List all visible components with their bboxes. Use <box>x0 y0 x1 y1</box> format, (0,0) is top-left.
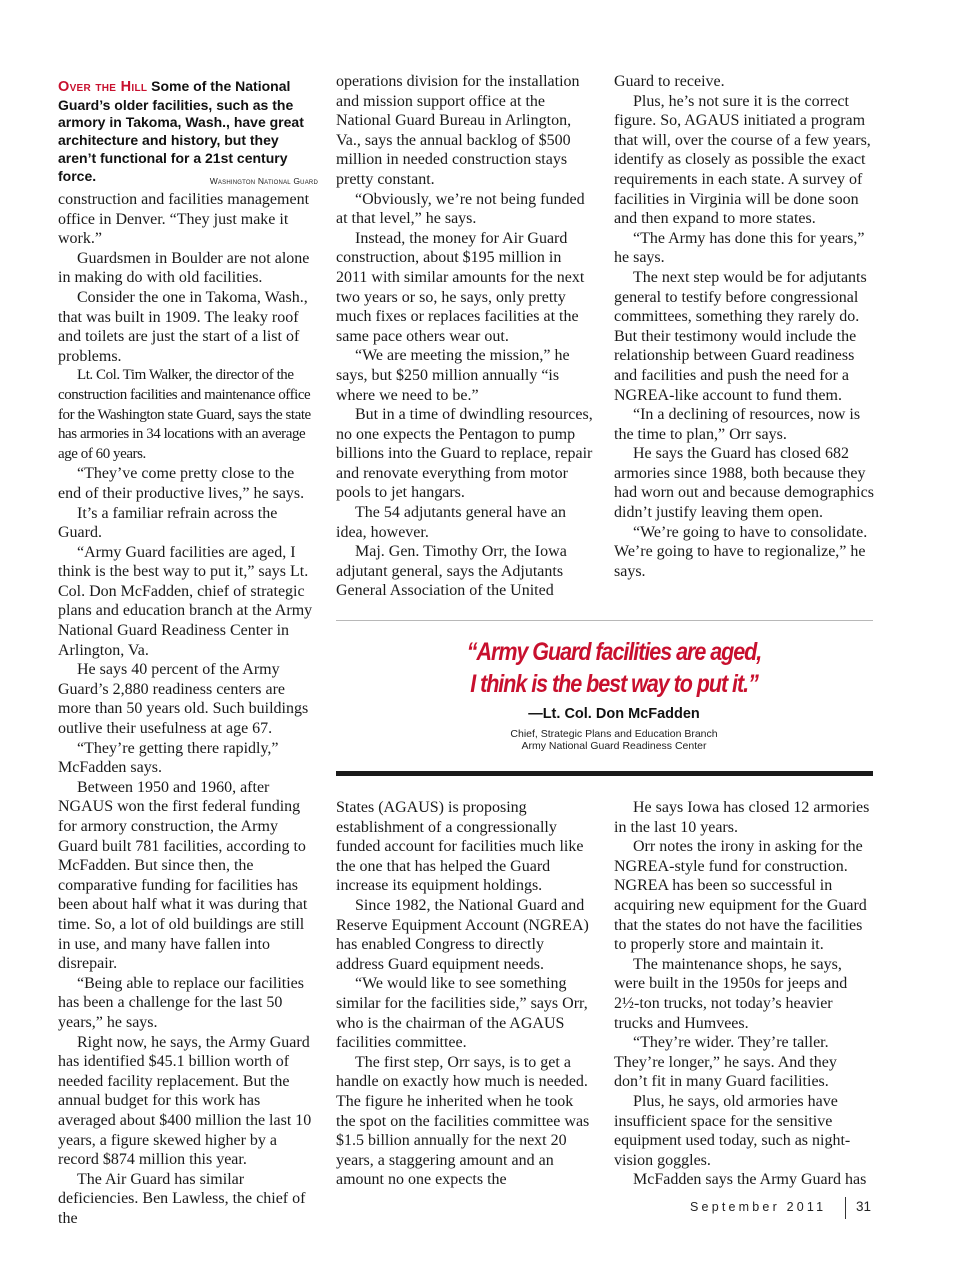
paragraph: The first step, Orr says, is to get a handle on exactly how much is needed. The figure he inherited when he took the spot on the facilities committee was $1.5 billion annually for the next 20 years, a staggering amount and an amount no one expects the <box>336 1053 590 1189</box>
paragraph: The next step would be for adjutants general to testify before congressional committees, something they rarely do. But their testimony would include the relationship between Guard readiness and facilities and push the need for a NGREA-like account to fund them. <box>614 268 867 404</box>
paragraph: He says Iowa has closed 12 armories in the last 10 years. <box>614 799 870 836</box>
paragraph: Plus, he’s not sure it is the correct figure. So, AGAUS initiated a program that will, over the course of a few years, identify as closely as possible the exact requirements in each state. A survey of facilities in Virginia will be done soon and then expand to more states. <box>614 92 871 228</box>
page-number: 31 <box>856 1199 872 1214</box>
pull-quote <box>336 636 892 752</box>
speaker-title-line: Chief, Strategic Plans and Education Branch <box>510 728 718 740</box>
paragraph: Consider the one in Takoma, Wash., that was built in 1909. The leaky roof and toilets are just the start of a list of problems. <box>58 288 308 365</box>
article-column-2 <box>336 72 594 601</box>
article-column-3 <box>614 72 874 581</box>
paragraph: Between 1950 and 1960, after NGAUS won the first federal funding for armory construction, the Army Guard built 781 facilities, according to McFadden. But since then, the comparative funding for facilities has been about half what it was during that time. So, a lot of old buildings are still in use, and many have fallen into disrepair. <box>58 778 308 973</box>
pull-quote-line: “Army Guard facilities are aged, <box>466 638 762 666</box>
paragraph: “Obviously, we’re not being funded at that level,” he says. <box>336 190 585 228</box>
paragraph: Lt. Col. Tim Walker, the director of the construction facilities and maintenance office for the Washington state Guard, says the state has armories in 34 locations with an average age of 60 years. <box>58 367 311 462</box>
paragraph: The Air Guard has similar deficiencies. Ben Lawless, the chief of the <box>58 1170 306 1227</box>
photo-caption <box>58 78 318 190</box>
paragraph: operations division for the installation and mission support office at the National Guard Bureau in Arlington, Va., says the annual backlog of $500 million in needed construction stays pretty constant. <box>336 73 580 188</box>
footer-divider <box>845 1197 846 1219</box>
paragraph: The 54 adjutants general have an idea, however. <box>336 504 567 541</box>
paragraph: McFadden says the Army Guard has <box>633 1171 867 1189</box>
paragraph: “They’ve come pretty close to the end of their productive lives,” he says. <box>58 465 305 502</box>
paragraph: construction and facilities management office in Denver. “They just make it work.” <box>58 191 310 248</box>
paragraph: “They’re getting there rapidly,” McFadden says. <box>58 739 279 777</box>
speaker-title-line: Army National Guard Readiness Center <box>521 740 707 752</box>
article-column-1 <box>58 190 320 1228</box>
paragraph: Orr notes the irony in asking for the NGREA-style fund for construction. NGREA has been so successful in acquiring new equipment for the Guard that the states do not have the facilities to properly store and maintain it. <box>614 838 867 954</box>
paragraph: “Being able to replace our facilities has been a challenge for the last 50 years,” he says. <box>58 974 305 1031</box>
paragraph: Maj. Gen. Timothy Orr, the Iowa adjutant general, says the Adjutants General Association of the United <box>336 543 567 600</box>
paragraph: “The Army has done this for years,” he says. <box>614 229 865 267</box>
paragraph: Guardsmen in Boulder are not alone in making do with old facilities. <box>58 249 310 287</box>
caption-kicker: Over the Hill <box>58 79 148 95</box>
pull-quote-line: I think is the best way to put it.” <box>470 670 758 698</box>
pullquote-bottom-rule <box>336 771 873 776</box>
pull-quote-text <box>375 636 853 700</box>
paragraph: States (AGAUS) is proposing establishment of a congressionally funded account for facilities much like the one that has helped the Guard increase its equipment holdings. <box>336 799 584 895</box>
paragraph: The maintenance shops, he says, were built in the 1950s for jeeps and 2½-ton trucks, not today’s heavier trucks and Humvees. <box>614 955 848 1032</box>
paragraph: “We would like to see something similar for the facilities side,” says Orr, who is the chairman of the AGAUS facilities committee. <box>336 975 588 1052</box>
paragraph: He says 40 percent of the Army Guard’s 2,880 readiness centers are more than 50 years old. Such buildings outlive their usefulness at age 67. <box>58 661 309 738</box>
caption-text: Some of the National Guard’s older facilities, such as the armory in Takoma, Wash., have great architecture and history, but they aren’t functional for a 21st century force. <box>58 78 304 184</box>
paragraph: “We are meeting the mission,” he says, but $250 million annually “is where we need to be.” <box>336 347 570 404</box>
paragraph: Guard to receive. <box>614 73 725 90</box>
pullquote-top-rule <box>336 620 873 621</box>
paragraph: “Army Guard facilities are aged, I think is the best way to put it,” says Lt. Col. Don McFadden, chief of strategic plans and education branch at the Army National Guard Readiness Center in Arlington, Va. <box>58 543 313 659</box>
paragraph: Plus, he says, old armories have insufficient space for the sensitive equipment used today, such as night-vision goggles. <box>614 1092 851 1169</box>
article-column-5 <box>614 798 874 1190</box>
paragraph: Right now, he says, the Army Guard has identified $45.1 billion worth of needed facility replacement. But the annual budget for this work has averaged about $400 million the last 10 years, a figure skewed higher by a record $874 million this year. <box>58 1033 312 1169</box>
paragraph: “We’re going to have to consolidate. We’re going to have to regionalize,” he says. <box>614 523 868 580</box>
issue-date: September 2011 <box>690 1200 827 1214</box>
paragraph: Instead, the money for Air Guard construction, about $195 million in 2011 with similar amounts for the next two years or so, he says, only pretty much fixes or replaces facilities at the same pace others wear out. <box>336 229 585 345</box>
paragraph: “In a declining of resources, now is the time to plan,” Orr says. <box>614 406 861 443</box>
photo-credit: Washington National Guard <box>209 175 318 186</box>
pull-quote-speaker-title <box>336 728 892 752</box>
paragraph: It’s a familiar refrain across the Guard. <box>58 504 278 542</box>
paragraph: Since 1982, the National Guard and Reserve Equipment Account (NGREA) has enabled Congress to directly address Guard equipment needs. <box>336 896 589 973</box>
paragraph: “They’re wider. They’re taller. They’re longer,” he says. And they don’t fit in many Guard facilities. <box>614 1034 837 1091</box>
article-column-4 <box>336 798 594 1190</box>
paragraph: He says the Guard has closed 682 armories since 1988, both because they had worn out and because demographics didn’t justify leaving them open. <box>614 445 874 522</box>
pull-quote-attribution: —Lt. Col. Don McFadden <box>528 706 700 722</box>
paragraph: But in a time of dwindling resources, no one expects the Pentagon to pump billions into the Guard to replace, repair and renovate everything from motor pools to jet hangars. <box>336 406 593 502</box>
